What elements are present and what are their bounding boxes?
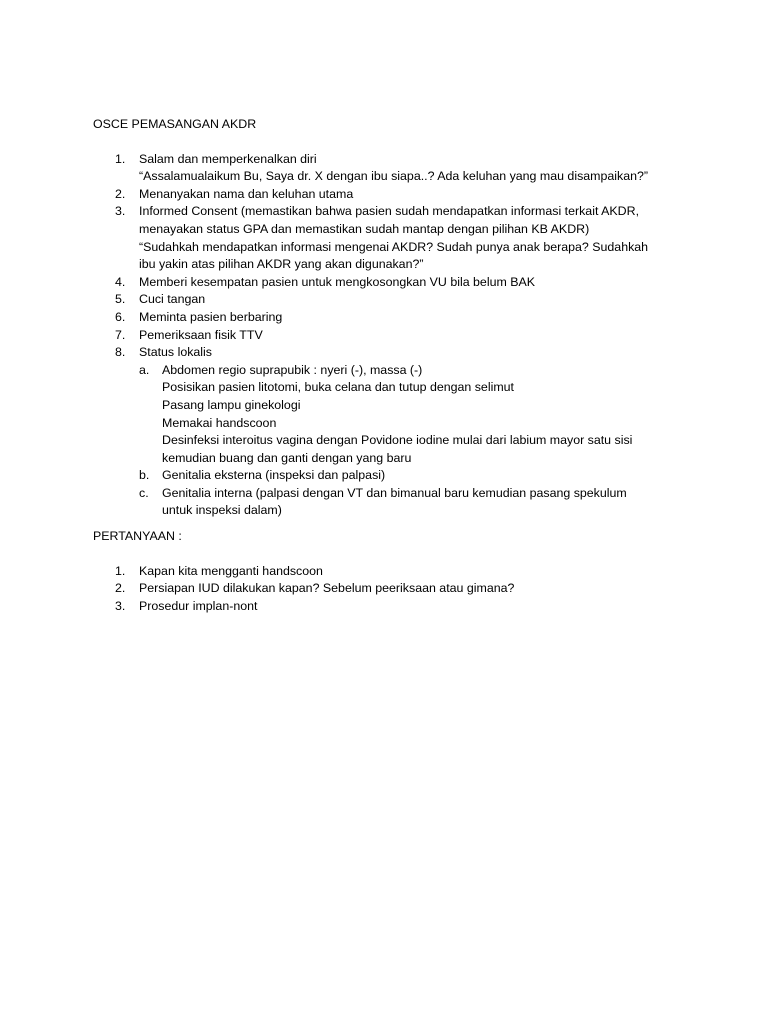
step-number: 5. (115, 292, 126, 307)
question-number: 3. (115, 598, 126, 613)
procedure-step-1 (93, 151, 683, 186)
substep-line: Memakai handscoon (162, 415, 277, 430)
question-number: 1. (115, 563, 126, 578)
step-line: Menanyakan nama dan keluhan utama (139, 186, 354, 201)
substep-line: Desinfeksi interoitus vagina dengan Povidone iodine mulai dari labium mayor satu sisi (162, 433, 633, 448)
substep-line: untuk inspeksi dalam) (162, 503, 282, 518)
step-line: ibu yakin atas pilihan AKDR yang akan digunakan?” (139, 257, 424, 272)
step-line: Meminta pasien berbaring (139, 309, 283, 324)
question-text: Persiapan IUD dilakukan kapan? Sebelum peeriksaan atau gimana? (139, 581, 515, 596)
procedure-step-6 (93, 309, 683, 327)
substep-c (139, 485, 683, 520)
step-number: 2. (115, 186, 126, 201)
substep-b (139, 467, 683, 485)
step-line: Informed Consent (memastikan bahwa pasien sudah mendapatkan informasi terkait AKDR, (139, 204, 640, 219)
step-number: 8. (115, 345, 126, 360)
procedure-steps-list (93, 151, 683, 520)
question-item-3 (93, 598, 683, 616)
substep-line: kemudian buang dan ganti dengan yang baru (162, 450, 412, 465)
question-item-2 (93, 580, 683, 598)
procedure-step-3 (93, 203, 683, 273)
step-line: menayakan status GPA dan memastikan sudah mantap dengan pilihan KB AKDR) (139, 221, 590, 236)
document-body (93, 116, 683, 615)
substep-line: Pasang lampu ginekologi (162, 397, 301, 412)
substep-a (139, 362, 683, 468)
document-title: OSCE PEMASANGAN AKDR (93, 117, 257, 131)
questions-heading: PERTANYAAN : (93, 529, 182, 544)
substep-line: Genitalia interna (palpasi dengan VT dan bimanual baru kemudian pasang spekulum (162, 485, 627, 500)
question-item-1 (93, 563, 683, 581)
question-text: Kapan kita mengganti handscoon (139, 563, 323, 578)
step-line: Memberi kesempatan pasien untuk mengkosongkan VU bila belum BAK (139, 274, 536, 289)
substep-line: Genitalia eksterna (inspeksi dan palpasi) (162, 468, 386, 483)
procedure-step-2 (93, 186, 683, 204)
step-number: 1. (115, 151, 126, 166)
status-lokalis-sublist (139, 362, 683, 520)
procedure-step-8 (93, 344, 683, 520)
step-number: 4. (115, 274, 126, 289)
question-number: 2. (115, 581, 126, 596)
step-line: Status lokalis (139, 345, 213, 360)
question-text: Prosedur implan-nont (139, 598, 258, 613)
step-number: 6. (115, 309, 126, 324)
step-line: Salam dan memperkenalkan diri (139, 151, 317, 166)
substep-letter: b. (139, 468, 150, 483)
procedure-step-5 (93, 291, 683, 309)
step-number: 7. (115, 327, 126, 342)
procedure-step-7 (93, 327, 683, 345)
substep-line: Abdomen regio suprapubik : nyeri (-), massa (-) (162, 362, 423, 377)
step-line: “Sudahkah mendapatkan informasi mengenai AKDR? Sudah punya anak berapa? Sudahkah (139, 239, 649, 254)
substep-letter: c. (139, 485, 149, 500)
substep-letter: a. (139, 362, 150, 377)
substep-line: Posisikan pasien litotomi, buka celana dan tutup dengan selimut (162, 380, 514, 395)
step-number: 3. (115, 204, 126, 219)
questions-list (93, 563, 683, 616)
procedure-step-4 (93, 274, 683, 292)
step-line: Cuci tangan (139, 292, 206, 307)
step-line: “Assalamualaikum Bu, Saya dr. X dengan ibu siapa..? Ada keluhan yang mau disampaikan?” (139, 169, 649, 184)
step-line: Pemeriksaan fisik TTV (139, 327, 263, 342)
